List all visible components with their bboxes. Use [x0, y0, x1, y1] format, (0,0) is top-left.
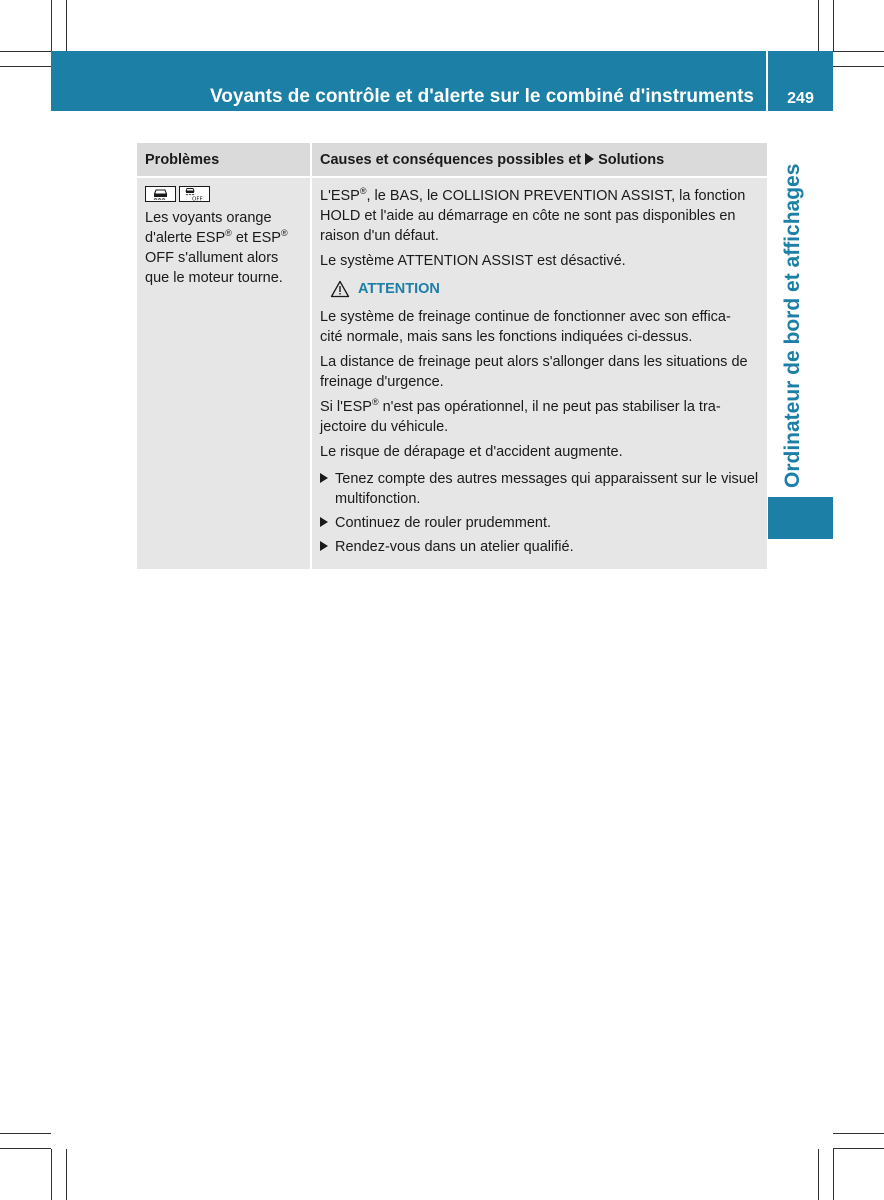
- chapter-marker: [768, 497, 833, 539]
- registered-mark: ®: [359, 186, 367, 196]
- arrow-right-icon: [320, 473, 328, 483]
- crop-mark: [833, 1133, 884, 1134]
- page-number: 249: [787, 90, 814, 107]
- column-header-solutions-text: Solutions: [598, 152, 665, 168]
- solution-item: [320, 469, 759, 509]
- causes-cell: [311, 177, 767, 569]
- solution-item: [320, 537, 759, 557]
- column-header-causes: [311, 143, 767, 177]
- cause-text: , le BAS, le COLLISION PREVENTION ASSIST, la fonction HOLD et l'aide au démarrage en côte ne sont pas disponibles en raison d'un défaut.: [320, 188, 746, 244]
- problem-text-2: et ESP: [231, 230, 281, 246]
- arrow-right-icon: [320, 541, 328, 551]
- warning-heading: [330, 279, 759, 299]
- solution-text: Rendez-vous dans un atelier qualifié.: [335, 539, 574, 555]
- warning-text: Si l'ESP: [320, 399, 372, 415]
- cause-paragraph: [320, 186, 759, 246]
- column-header-problems: Problèmes: [137, 143, 311, 177]
- page-header: [51, 51, 766, 111]
- arrow-right-icon: [585, 153, 594, 165]
- crop-mark: [0, 51, 51, 52]
- crop-mark: [818, 0, 819, 51]
- esp-off-warning-lamp-icon: [179, 186, 210, 202]
- warning-paragraph: La distance de freinage peut alors s'allonger dans les situations de freinage d'urgence.: [320, 354, 748, 390]
- crop-mark: [0, 1133, 51, 1134]
- warning-lamps-table: [137, 143, 767, 569]
- cause-paragraph: Le système ATTENTION ASSIST est désactivé.: [320, 253, 626, 269]
- warning-paragraph: [320, 397, 759, 437]
- crop-mark: [0, 66, 51, 67]
- registered-mark: ®: [280, 228, 288, 238]
- warning-text: cité normale, mais sans les fonctions indiquées ci-dessus.: [320, 329, 693, 345]
- registered-mark: ®: [225, 228, 232, 238]
- crop-mark: [833, 66, 884, 67]
- page-title: Voyants de contrôle et d'alerte sur le combiné d'instruments: [210, 86, 754, 107]
- esp-warning-lamp-icon: [145, 186, 176, 202]
- warning-paragraph: [320, 307, 759, 347]
- table-header-row: [137, 143, 767, 177]
- crop-mark: [833, 1148, 884, 1149]
- warning-label: ATTENTION: [358, 281, 440, 297]
- registered-mark: ®: [371, 397, 379, 407]
- problem-cell: [137, 177, 311, 569]
- crop-mark: [0, 1148, 51, 1149]
- warning-paragraph: Le risque de dérapage et d'accident augmente.: [320, 444, 623, 460]
- page-number-box: [768, 51, 833, 111]
- chapter-tab: [768, 111, 833, 491]
- crop-mark: [66, 1149, 67, 1200]
- lamp-icons: [145, 186, 302, 204]
- solution-text: Tenez compte des autres messages qui apparaissent sur le visuel multifonction.: [335, 471, 759, 507]
- table-row: [137, 177, 767, 569]
- crop-mark: [66, 0, 67, 51]
- crop-mark: [51, 1149, 52, 1200]
- solution-item: [320, 513, 759, 533]
- crop-mark: [51, 0, 52, 51]
- crop-mark: [833, 0, 834, 51]
- column-header-causes-text: Causes et conséquences possibles et: [320, 152, 582, 168]
- cause-text: L'ESP: [320, 188, 360, 204]
- warning-text: Le système de freinage continue de fonctionner avec son effica-: [320, 309, 731, 325]
- problem-text-3: OFF s'allument alors que le moteur tourne.: [145, 250, 283, 286]
- crop-mark: [818, 1149, 819, 1200]
- problem-description: [145, 208, 302, 288]
- svg-text:OFF: OFF: [192, 196, 203, 201]
- crop-mark: [833, 51, 884, 52]
- crop-mark: [833, 1149, 834, 1200]
- warning-text: jectoire du véhicule.: [320, 419, 449, 435]
- warning-triangle-icon: [330, 280, 350, 298]
- problem-text-1: Les voyants orange d'alerte ESP: [145, 210, 272, 246]
- arrow-right-icon: [320, 517, 328, 527]
- solution-text: Continuez de rouler prudemment.: [335, 515, 552, 531]
- warning-text: n'est pas opérationnel, il ne peut pas stabiliser la tra-: [378, 399, 721, 415]
- chapter-tab-label: Ordinateur de bord et affichages: [781, 163, 804, 488]
